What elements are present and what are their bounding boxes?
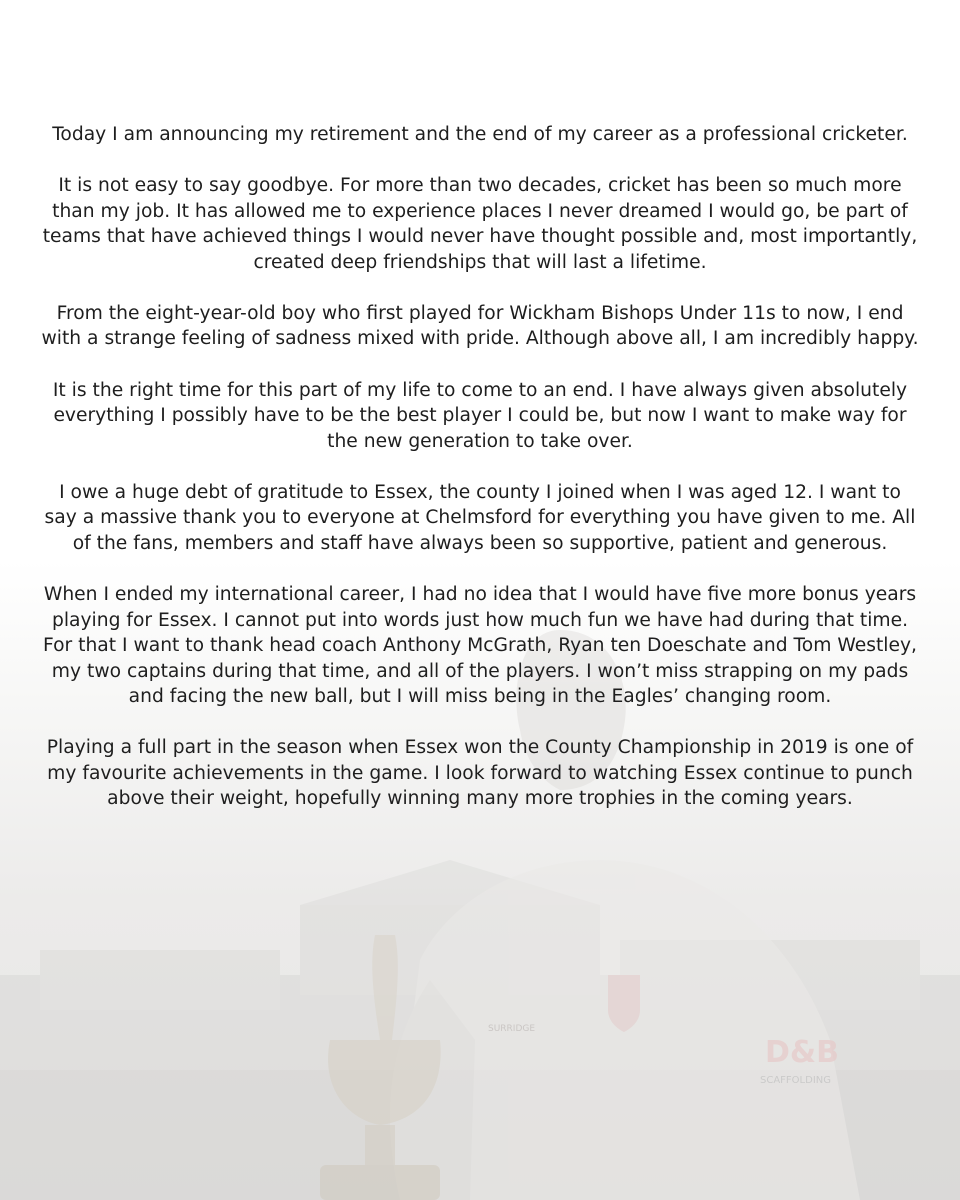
statement-paragraph: I owe a huge debt of gratitude to Essex, the county I joined when I was aged 12. I want to say a massive thank you to everyone at Chelmsford for everything you have given to me. All of the fans, members and staff have always been so supportive, patient and generous. — [44, 482, 916, 554]
statement-paragraph: It is the right time for this part of my life to come to an end. I have always given absolutely everything I possibly have to be the best player I could be, but now I want to make way for the new generation to take over. — [52, 379, 908, 452]
statement-paragraph: From the eight-year-old boy who first played for Wickham Bishops Under 11s to now, I end with a strange feeling of sadness mixed with pride. Although above all, I am incredibly happy. — [41, 303, 919, 350]
statement-paragraph: It is not easy to say goodbye. For more than two decades, cricket has been so much more than my job. It has allowed me to experience places I never dreamed I would go, be part of teams that have achieved things I would never have thought possible and, most importantly, created deep friendships that will last a lifetime. — [42, 175, 918, 273]
statement-paragraph: Playing a full part in the season when Essex won the County Championship in 2019 is one of my favourite achievements in the game. I look forward to watching Essex continue to punch above their weight, hopefully winning many more trophies in the coming years. — [46, 737, 914, 810]
statement-paragraph: Today I am announcing my retirement and the end of my career as a professional cricketer. — [52, 124, 908, 145]
shirt-brand-text: SURRIDGE — [488, 1024, 536, 1034]
statement-paragraph: When I ended my international career, I had no idea that I would have five more bonus years playing for Essex. I cannot put into words just how much fun we have had during that time. For that I want to thank head coach Anthony McGrath, Ryan ten Doeschate and Tom Westley, my two captains during that time, and all of the players. I won’t miss strapping on my pads and facing the new ball, but I will miss being in the Eagles’ changing room. — [42, 584, 917, 707]
sponsor-subtext: SCAFFOLDING — [760, 1075, 831, 1086]
sponsor-logo-text: D&B — [765, 1035, 839, 1070]
retirement-statement — [40, 122, 920, 838]
